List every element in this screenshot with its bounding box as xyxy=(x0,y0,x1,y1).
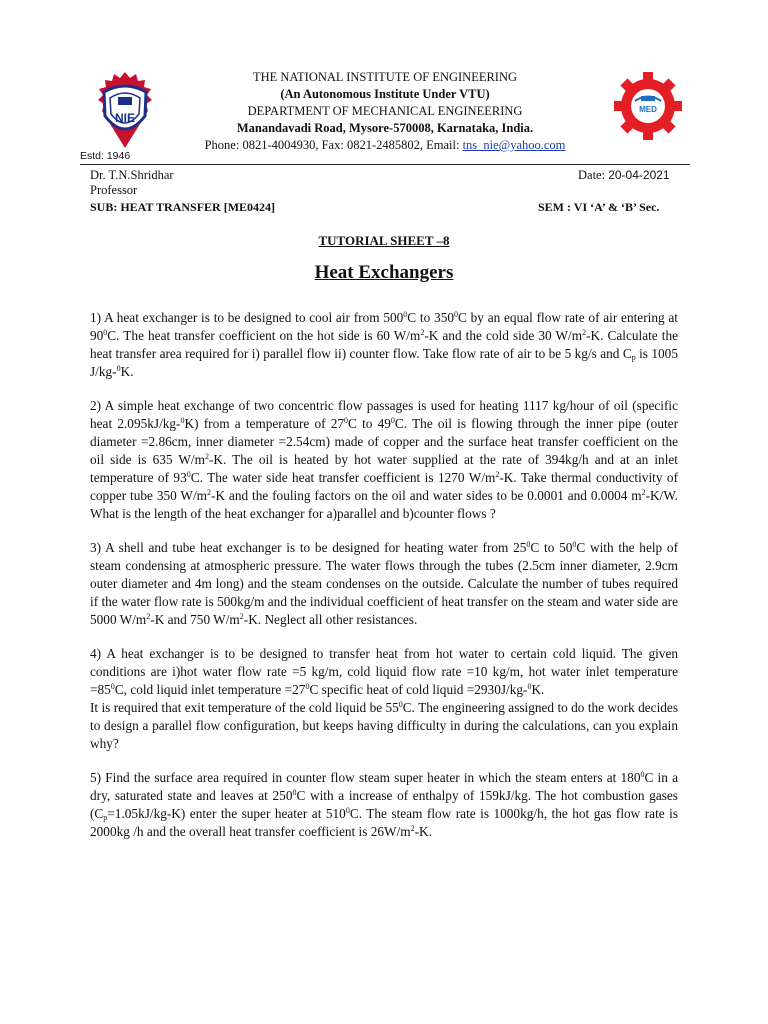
date-value: 20-04-2021 xyxy=(608,168,670,182)
established-year: Estd: 1946 xyxy=(80,150,131,162)
contact-text: Phone: 0821-4004930, Fax: 0821-2485802, Email: xyxy=(204,138,463,152)
med-logo-text: MED xyxy=(639,105,657,114)
author-name: Dr. T.N.Shridhar xyxy=(90,168,174,182)
semester-line: SEM : VI ‘A’ & ‘B’ Sec. xyxy=(538,200,660,214)
nie-logo-text: NIE xyxy=(114,111,136,125)
author-designation: Professor xyxy=(90,183,138,197)
question-5: 5) Find the surface area required in counter flow steam super heater in which the steam enters at $180^0C$ in a dry, saturated state and leaves at $250^0C$ with a increase of enthalpy of 159kJ/kg. The hot combustion gases $(C_p=1.05kJ/kg-K)$ enter the super heater at $510^0C$. The steam flow rate is 1000kg/h, the hot gas flow rate is 2000kg /h and the overall heat transfer coefficient is $26W/m^2-K$. xyxy=(90,770,679,839)
institute-name: THE NATIONAL INSTITUTE OF ENGINEERING xyxy=(252,70,518,84)
questions xyxy=(90,309,678,857)
department-name: DEPARTMENT OF MECHANICAL ENGINEERING xyxy=(247,104,523,118)
email-link[interactable]: tns_nie@yahoo.com xyxy=(462,138,566,152)
header-divider xyxy=(80,164,690,165)
subject-line: SUB: HEAT TRANSFER [ME0424] xyxy=(90,200,276,214)
date-label: Date: xyxy=(578,168,609,182)
institute-header xyxy=(160,69,610,154)
institute-address: Manandavadi Road, Mysore-570008, Karnataka, India. xyxy=(236,121,534,135)
question-4: 4) A heat exchanger is to be designed to transfer heat from hot water to certain cold liquid. The given conditions are i)hot water flow rate =5 kg/m, cold liquid flow rate =10 kg/m, hot water inlet temperature $=85^0C$, cold liquid inlet temperature $=27^0C$ specific heat of cold liquid =2930J/kg-$^0$K. It is required that exit temperature of the cold liquid be $55^0C$. The engineering assigned to do the work decides to design a parallel flow configuration, but keeps having difficulty in during the calculations, can you explain why? xyxy=(90,646,678,751)
tutorial-sheet-title: TUTORIAL SHEET –8 xyxy=(318,233,450,248)
topic-title: Heat Exchangers xyxy=(314,262,454,283)
contact-line xyxy=(160,137,610,154)
institute-subtitle: (An Autonomous Institute Under VTU) xyxy=(280,87,490,101)
question-2: 2) A simple heat exchange of two concentric flow passages is used for heating 1117 kg/hour of oil (specific heat 2.095kJ/kg-$^0$K) from a temperature of $27^0C$ to $49^0C$. The oil is flowing through the inner pipe (outer diameter =2.86cm, inner diameter =2.54cm) made of copper and the surface heat transfer coefficient on the oil side is 635 $W/m^2-K$. The oil is heated by hot water supplied at the rate of 394kg/h and at an inlet temperature of $93^0C$. The water side heat transfer coefficient is 1270 $W/m^2-K$. Take thermal conductivity of copper tube 350 $W/m^2-K$ and the fouling factors on the oil and water sides to be 0.0001 and 0.0004 $m^2-K/W$. What is the length of the heat exchanger for a)parallel and b)counter flows ? xyxy=(90,398,679,521)
question-1: 1) A heat exchanger is to be designed to cool air from $500^0C$ to $350^0C$ by an equal flow rate of air entering at $90^0C$. The heat transfer coefficient on the hot side is 60 $W/m^2-K$ and the cold side 30 $W/m^2-K$. Calculate the heat transfer area required for i) parallel flow ii) counter flow. Take flow rate of air to be 5 kg/s and $C_p$ is 1005 J/kg-$^0$K. xyxy=(90,310,678,379)
med-logo xyxy=(612,70,684,142)
sheet-date xyxy=(578,168,670,183)
question-3: 3) A shell and tube heat exchanger is to be designed for heating water from $25^0C$ to $50^0C$ with the help of steam condensing at atmospheric pressure. The water flows through the tubes (2.5cm inner diameter, 2.9cm outer diameter and 4m long) and the steam condenses on the outside. Calculate the number of tubes required if the water flow rate is 500kg/m and the individual coefficient of heat transfer on the steam and water side are 5000 $W/m^2-K$ and 750 $W/m^2-K$. Neglect all other resistances. xyxy=(90,540,678,627)
nie-logo xyxy=(92,70,158,152)
